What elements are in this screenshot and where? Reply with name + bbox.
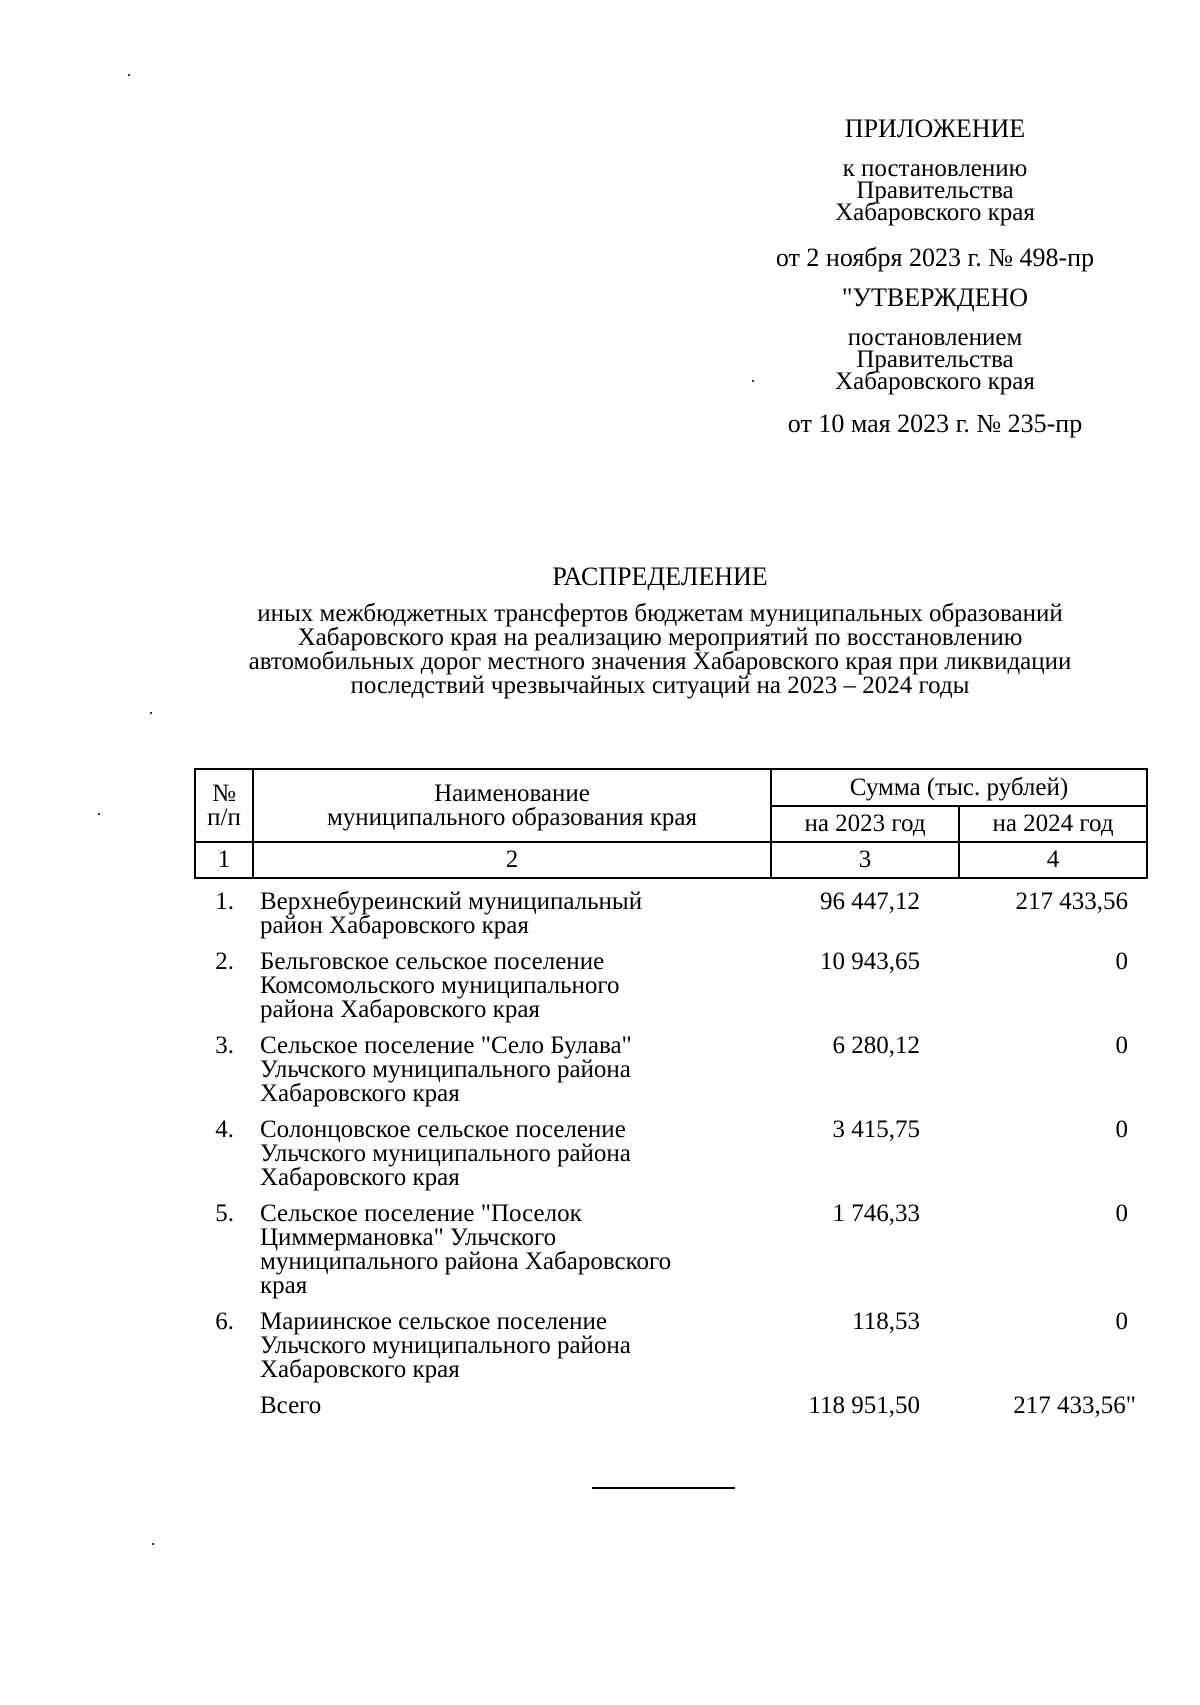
index-cell: 3 [771, 842, 959, 878]
row-name [244, 950, 762, 1022]
row-name-line: Хабаровского края [260, 1356, 460, 1383]
row-number: 5. [215, 1200, 234, 1227]
row-name-line: Сельское поселение "Село Булава" [260, 1032, 632, 1059]
total-value-2024: 217 433,56" [1013, 1392, 1136, 1419]
end-divider [592, 1487, 735, 1489]
table-body [194, 890, 1144, 1418]
row-value-2024: 0 [1115, 1032, 1128, 1059]
row-value-2023: 3 415,75 [832, 1116, 920, 1143]
row-name-line: Ульчского муниципального района [260, 1140, 631, 1167]
header-cell-name [253, 769, 771, 842]
to-resolution-block [735, 155, 1135, 226]
row-value-2024: 0 [1115, 1116, 1128, 1143]
header-cell-sum: Сумма (тыс. рублей) [771, 769, 1147, 806]
document-subtitle [160, 602, 1160, 698]
approved-by-line: Правительства [856, 346, 1014, 373]
total-value-2023: 118 951,50 [808, 1392, 920, 1419]
row-name-line: район Хабаровского края [260, 912, 529, 939]
header-name-line: муниципального образования края [326, 803, 698, 831]
row-name-line: Комсомольского муниципального [260, 972, 620, 999]
table-row [194, 1310, 1144, 1382]
header-cell-2023: на 2023 год [771, 806, 959, 842]
row-name-line: Ульчского муниципального района [260, 1056, 631, 1083]
to-resolution-line: Правительства [856, 177, 1014, 204]
row-number: 4. [215, 1116, 234, 1143]
row-name-line: Солонцовское сельское поселение [260, 1116, 626, 1143]
row-value-2024: 0 [1115, 948, 1128, 975]
approved-title-text: "УТВЕРЖДЕНО [841, 283, 1029, 312]
index-cell: 1 [195, 842, 253, 878]
document-title: РАСПРЕДЕЛЕНИЕ [552, 562, 768, 591]
row-name-line: Бельговское сельское поселение [260, 948, 605, 975]
table-row [194, 1034, 1144, 1106]
row-value-2023: 118,53 [852, 1308, 920, 1335]
approved-date-text: от 10 мая 2023 г. № 235-пр [787, 409, 1083, 438]
row-name-line: края [260, 1272, 308, 1299]
row-value-2023: 10 943,65 [820, 948, 920, 975]
table-row [194, 1202, 1144, 1298]
header-cell-2024: на 2024 год [959, 806, 1147, 842]
row-number: 1. [215, 888, 234, 915]
approved-by-line: Хабаровского края [835, 368, 1035, 395]
to-resolution-line: Хабаровского края [835, 199, 1035, 226]
row-name-line: Ульчского муниципального района [260, 1332, 631, 1359]
row-value-2023: 96 447,12 [820, 888, 920, 915]
row-value-2024: 0 [1115, 1200, 1128, 1227]
subtitle-line: автомобильных дорог местного значения Хабаровского края при ликвидации [248, 648, 1072, 675]
header-name-line: Наименование [434, 779, 590, 807]
row-name-line: Хабаровского края [260, 1164, 460, 1191]
row-number: 3. [215, 1032, 234, 1059]
row-name-line: района Хабаровского края [260, 996, 540, 1023]
row-name-line: муниципального района Хабаровского [260, 1248, 672, 1275]
row-value-2023: 6 280,12 [832, 1032, 920, 1059]
row-name-line: Верхнебуреинский муниципальный [260, 888, 643, 915]
approved-by-line: постановлением [847, 324, 1023, 351]
table-row [194, 890, 1144, 938]
approved-by-block [735, 324, 1135, 395]
to-resolution-line: к постановлению [842, 155, 1028, 182]
total-number-cell [194, 1394, 244, 1418]
total-label: Всего [260, 1392, 322, 1419]
header-num-line: п/п [207, 803, 241, 831]
row-value-2024: 217 433,56 [1015, 888, 1128, 915]
row-name [244, 890, 762, 938]
subtitle-line: иных межбюджетных трансфертов бюджетам муниципальных образований [257, 600, 1063, 627]
scan-speck [98, 813, 100, 815]
row-name-line: Хабаровского края [260, 1080, 460, 1107]
row-name [244, 1118, 762, 1190]
row-name-line: Сельское поселение "Поселок [260, 1200, 582, 1227]
header-cell-num [195, 769, 253, 842]
table-row [194, 1118, 1144, 1190]
appendix-title-text: ПРИЛОЖЕНИЕ [844, 114, 1026, 143]
row-name [244, 1202, 762, 1298]
row-value-2023: 1 746,33 [832, 1200, 920, 1227]
scan-speck [150, 712, 152, 714]
row-value-2024: 0 [1115, 1308, 1128, 1335]
header-num-line: № [212, 779, 236, 807]
row-number: 6. [215, 1308, 234, 1335]
approved-date [735, 409, 1135, 439]
approved-title [735, 283, 1135, 313]
appendix-title [735, 114, 1135, 144]
document-title-block [160, 562, 1160, 698]
row-name [244, 1034, 762, 1106]
index-cell: 2 [253, 842, 771, 878]
table-header [194, 768, 1148, 879]
row-name [244, 1310, 762, 1382]
scan-speck [152, 1543, 154, 1545]
row-name-line: Циммермановка" Ульчского [260, 1224, 557, 1251]
row-name-line: Мариинское сельское поселение [260, 1308, 608, 1335]
subtitle-line: Хабаровского края на реализацию мероприятий по восстановлению [297, 624, 1023, 651]
resolution-date [735, 243, 1135, 273]
subtitle-line: последствий чрезвычайных ситуаций на 2023 – 2024 годы [350, 672, 970, 699]
total-row [194, 1394, 1144, 1418]
scan-speck [128, 74, 130, 76]
index-cell: 4 [959, 842, 1147, 878]
row-number: 2. [215, 948, 234, 975]
resolution-date-text: от 2 ноября 2023 г. № 498-пр [775, 243, 1095, 272]
table-row [194, 950, 1144, 1022]
